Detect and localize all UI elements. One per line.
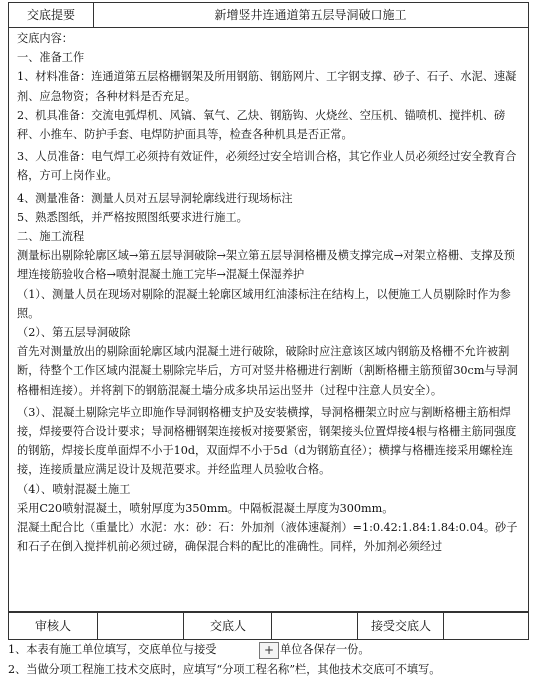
content-line: （1）、测量人员在现场对剔除的混凝土轮廓区域用红油漆标注在结构上，以便施工人员剔除时作为参照。: [17, 287, 511, 320]
content-line: 一、准备工作: [17, 51, 85, 65]
discloser-label: 交底人: [183, 613, 272, 639]
content-line: 3、人员准备：电气焊工必须持有效证件，必须经过安全培训合格，其它作业人员必须经过安全教育合格，方可上岗作业。: [17, 150, 517, 183]
note-1-start: 1、本表有施工单位填写，交底单位与接受: [8, 643, 217, 656]
receiver-field[interactable]: [443, 613, 529, 639]
content-line: （2）、第五层导洞破除: [17, 326, 131, 340]
content-line: （3）、混凝土剔除完毕立即施作导洞钢格栅支护及安装横撑，导洞格栅架立时应与割断格栅主筋相焊接，焊接要符合设计要求；导洞格栅钢架连接板对接要紧密，钢架接头位置焊接4根与格栅主筋同强度的钢筋，焊接长度单面焊不小于10d，双面焊不小于5d（d为钢筋直径）；横撑与格栅连接采用螺栓连接，连接质量应满足设计及规范要求。并经监理人员验收合格。: [17, 405, 517, 477]
summary-label: 交底提要: [9, 3, 94, 27]
note-2: 2、当做分项工程施工技术交底时，应填写“分项工程名称”栏，其他技术交底可不填写。: [8, 663, 441, 676]
disclosure-content: [9, 27, 528, 556]
reviewer-field[interactable]: [97, 613, 184, 639]
summary-title: 新增竖井连通道第五层导洞破口施工: [214, 8, 407, 22]
content-line: 首先对测量放出的剔除面轮廓区域内混凝土进行破除，破除时应注意该区域内钢筋及格栅不允许被割断，待整个工作区域内混凝土剔除完毕后，方可对竖井格栅进行割断（割断格栅主筋预留30cm与导洞格栅相连接）。并将割下的钢筋混凝土墙分成多块吊运出竖井（过程中注意人员安全）。: [17, 345, 518, 397]
content-line: 2、机具准备：交流电弧焊机、风镐、氧气、乙炔、钢筋钩、火烧丝、空压机、锚喷机、搅拌机、磅秤、小推车、防护手套、电焊防护面具等，检查各种机具是否正常。: [17, 108, 506, 142]
content-line: 混凝土配合比（重量比）水泥：水：砂：石：外加剂（液体速凝剂）=1:0.42:1.84:1.84:0.04。砂子和石子在倒入搅拌机前必须过磅，确保混合料的配比的准确性。同样，外加剂必须经过: [17, 521, 518, 554]
content-line: 5、熟悉图纸，并严格按照图纸要求进行施工。: [17, 210, 248, 224]
content-line: （4）、喷射混凝土施工: [17, 482, 131, 496]
content-line: 4、测量准备：测量人员对五层导洞轮廓线进行现场标注: [17, 191, 293, 205]
reviewer-label: 审核人: [34, 619, 71, 633]
disclosure-content-cell: [8, 27, 529, 612]
content-line: 1、材料准备：连通道第五层格栅钢架及所用钢筋、钢筋网片、工字钢支撑、砂子、石子、水泥、速凝剂、应急物资；各种材料是否充足。: [17, 70, 517, 103]
expand-plus-icon[interactable]: +: [259, 642, 279, 659]
content-intro: 交底内容：: [17, 32, 73, 45]
content-line: 二、施工流程: [17, 230, 85, 244]
note-1-end: 单位各保存一份。: [280, 643, 370, 656]
content-line: 采用C20喷射混凝土，喷射厚度为350mm。中隔板混凝土厚度为300mm。: [17, 501, 394, 515]
discloser-field[interactable]: [271, 613, 358, 639]
content-line: 测量标出剔除轮廓区域→第五层导洞破除→架立第五层导洞格栅及横支撑完成→对架立格栅、支撑及预埋连接筋验收合格→喷射混凝土施工完毕→混凝土保湿养护: [17, 249, 515, 282]
receiver-label: 接受交底人: [357, 613, 444, 639]
form-header: [8, 2, 529, 28]
signature-row: [8, 612, 529, 640]
